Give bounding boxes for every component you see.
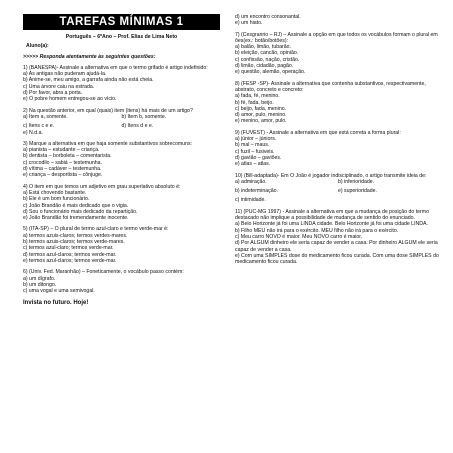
option: a) um dígrafo.	[23, 275, 56, 282]
question-11	[235, 209, 441, 266]
option: a) balão, limão, tubarão.	[235, 44, 291, 51]
option: a) Item a, somente.	[23, 113, 68, 120]
option: e) O pobre homem entregou-se ao vício.	[23, 96, 117, 103]
question-3	[23, 141, 220, 179]
option: a) fada, fé, menino.	[235, 93, 280, 100]
option: b) um ditongo.	[23, 281, 57, 288]
closing-message: Invista no futuro. Hoje!	[23, 300, 89, 307]
option: e) N.d.a.	[23, 129, 43, 136]
left-column	[23, 0, 220, 307]
option: a) termos azuis-claros; termos verdes-mares.	[23, 232, 128, 239]
option: a) júnior – júniors.	[235, 136, 277, 143]
question-4	[23, 184, 220, 222]
option: e) atlas – atlas.	[235, 161, 271, 168]
option: c) termos azul-claro; termos verde-mar.	[23, 245, 114, 252]
option: a) Está chovendo bastante.	[23, 189, 87, 196]
instruction: >>>>> Responda atentamente às seguintes questões:	[23, 53, 156, 60]
option: d) amor, pulo, menino.	[235, 112, 287, 119]
option: d) termos azul-claros; termos verde-mar.	[23, 251, 117, 258]
question-2	[23, 108, 220, 136]
right-column	[235, 14, 441, 265]
option: c) intimidade.	[235, 197, 266, 204]
option: b) Item b, somente.	[121, 113, 167, 120]
option: e) um hiato.	[235, 20, 263, 27]
option: b) termos azuis-claros; termos verde-mares.	[23, 239, 125, 246]
option: e) criança – desportista – cônjuge.	[23, 172, 103, 179]
option: d) Itens d e e.	[121, 123, 154, 130]
option: b) inferioridade.	[338, 178, 375, 185]
question-stem: 11) (PUC-MG 1997) - Assinale a alternativa em que a mudança de posição do termo destacado não implique a possibilidade de mudança de sentido do enunciado.	[235, 208, 429, 222]
option: a) pianista – estudante – criança.	[23, 147, 100, 154]
option: c) crocodilo – sabiá – testemunha.	[23, 159, 103, 166]
option: e) questão, alemão, operação.	[235, 69, 306, 76]
question-8	[235, 81, 441, 125]
question-10	[235, 173, 441, 204]
option: d) Sou o funcionário mais dedicado da repartição.	[23, 208, 138, 215]
option: c) João Brandão é mais dedicado que o vigia.	[23, 202, 129, 209]
question-9	[235, 130, 441, 168]
student-name-label: Aluno(a):	[26, 43, 49, 50]
option: d) Por ALGUM dinheiro ele seria capaz de vender a casa. Por dinheiro ALGUM ele seria capaz de vender a casa.	[235, 240, 438, 253]
option: b) Anime-se, meu amigo, a garrafa ainda não está cheia.	[23, 77, 154, 84]
question-stem: 8) (FESP -SP)- Assinale a alternativa que contenha substantivos, respectivamente, abstrato, concreto e concreto:	[235, 80, 426, 93]
option: e) Com uma SIMPLES dose do medicamento ficou curada. Com uma dose SIMPLES do medicamento ficou curada.	[235, 252, 439, 266]
question-stem: 2) Na questão anterior, em qual (quais) item (itens) há mais de um artigo?	[23, 107, 193, 114]
option: b) fé, fada, beijo.	[235, 99, 274, 106]
question-stem: 10) (Bill-adaptada)- Em O João é jogador indisciplinado, o artigo transmite ideia de:	[235, 172, 427, 179]
option: a) As antigas não puderam ajudá-la.	[23, 71, 107, 78]
option: e) menino, amor, pulo.	[235, 118, 287, 125]
option: a) admiração.	[235, 178, 267, 185]
option: d) um encontro consonantal.	[235, 14, 301, 20]
option: e) termos azul-claros; termos verde-mar.	[23, 257, 117, 264]
option: d) limão, cidadão, pagão.	[235, 63, 294, 70]
question-stem: 7) (Cesgranrio – RJ) – Assinale a opção em que todos os vocábulos formam o plural em ões(ex.: botão/botões):	[235, 31, 438, 44]
question-7	[235, 32, 441, 76]
option: c) Itens c e e.	[23, 123, 55, 130]
option: b) Filho MEU não irá para o exército. MEU filho não irá para o exército.	[235, 227, 399, 234]
question-1	[23, 65, 220, 103]
option: b) indeterminação.	[235, 188, 278, 195]
question-stem: 4) O item em que temos um adjetivo em grau superlativo absoluto é:	[23, 183, 181, 190]
option: e) João Brandão foi tremendamente inocente.	[23, 215, 129, 222]
option: c) beijo, fada, menino.	[235, 105, 287, 112]
option: c) fuzil – fusiveis.	[235, 148, 275, 155]
option: a) Belo Horizonte já foi uma LINDA cidade. Belo Horizonte já foi uma cidade LINDA.	[235, 221, 428, 228]
question-5	[23, 226, 220, 264]
subtitle: Português – 6ºAno – Prof. Elias de Lima Neto	[65, 34, 178, 40]
question-6	[23, 269, 220, 294]
option: c) uma vogal e uma semivogal.	[23, 288, 95, 295]
page-title: TAREFAS MÍNIMAS 1	[23, 14, 220, 30]
option: c) confissão, nação, cristão.	[235, 56, 300, 63]
option: b) eleição, cancão, opinião.	[235, 50, 299, 57]
option: b) Ele é um bom funcionário.	[23, 196, 90, 203]
option: b) mal – maus.	[235, 142, 270, 149]
question-stem: 3) Marque a alternativa em que haja somente substantivos sobrecomuns:	[23, 140, 192, 147]
question-stem: 6) (Univ. Fed. Maranhão) – Foneticamente, o vocábulo passo contém:	[23, 269, 184, 276]
option: c) Meu carro NOVO é maior. Meu NOVO carro é maior.	[235, 233, 363, 240]
option: d) Por favor, abra a porta.	[23, 90, 83, 97]
option: c) Uma árvore caiu na estrada.	[23, 83, 95, 90]
option: d) gavião – gaviões.	[235, 154, 282, 161]
question-stem: 9) (FUVEST) - Assinale a alternativa em que está correta a forma plural:	[235, 129, 401, 136]
option: b) dentista – borboleta – comentarista.	[23, 153, 112, 160]
option: e) superioridade.	[338, 188, 377, 195]
question-stem: 1) (BANESPA)- Assinale a alternativa em que o termo grifado é artigo indefinido:	[23, 64, 208, 71]
question-stem: 5) (ITA-SP) – O plural de termo azul-claro e termo verde-mar é:	[23, 226, 169, 233]
option: d) vítima – cadáver – testemunha.	[23, 166, 102, 173]
